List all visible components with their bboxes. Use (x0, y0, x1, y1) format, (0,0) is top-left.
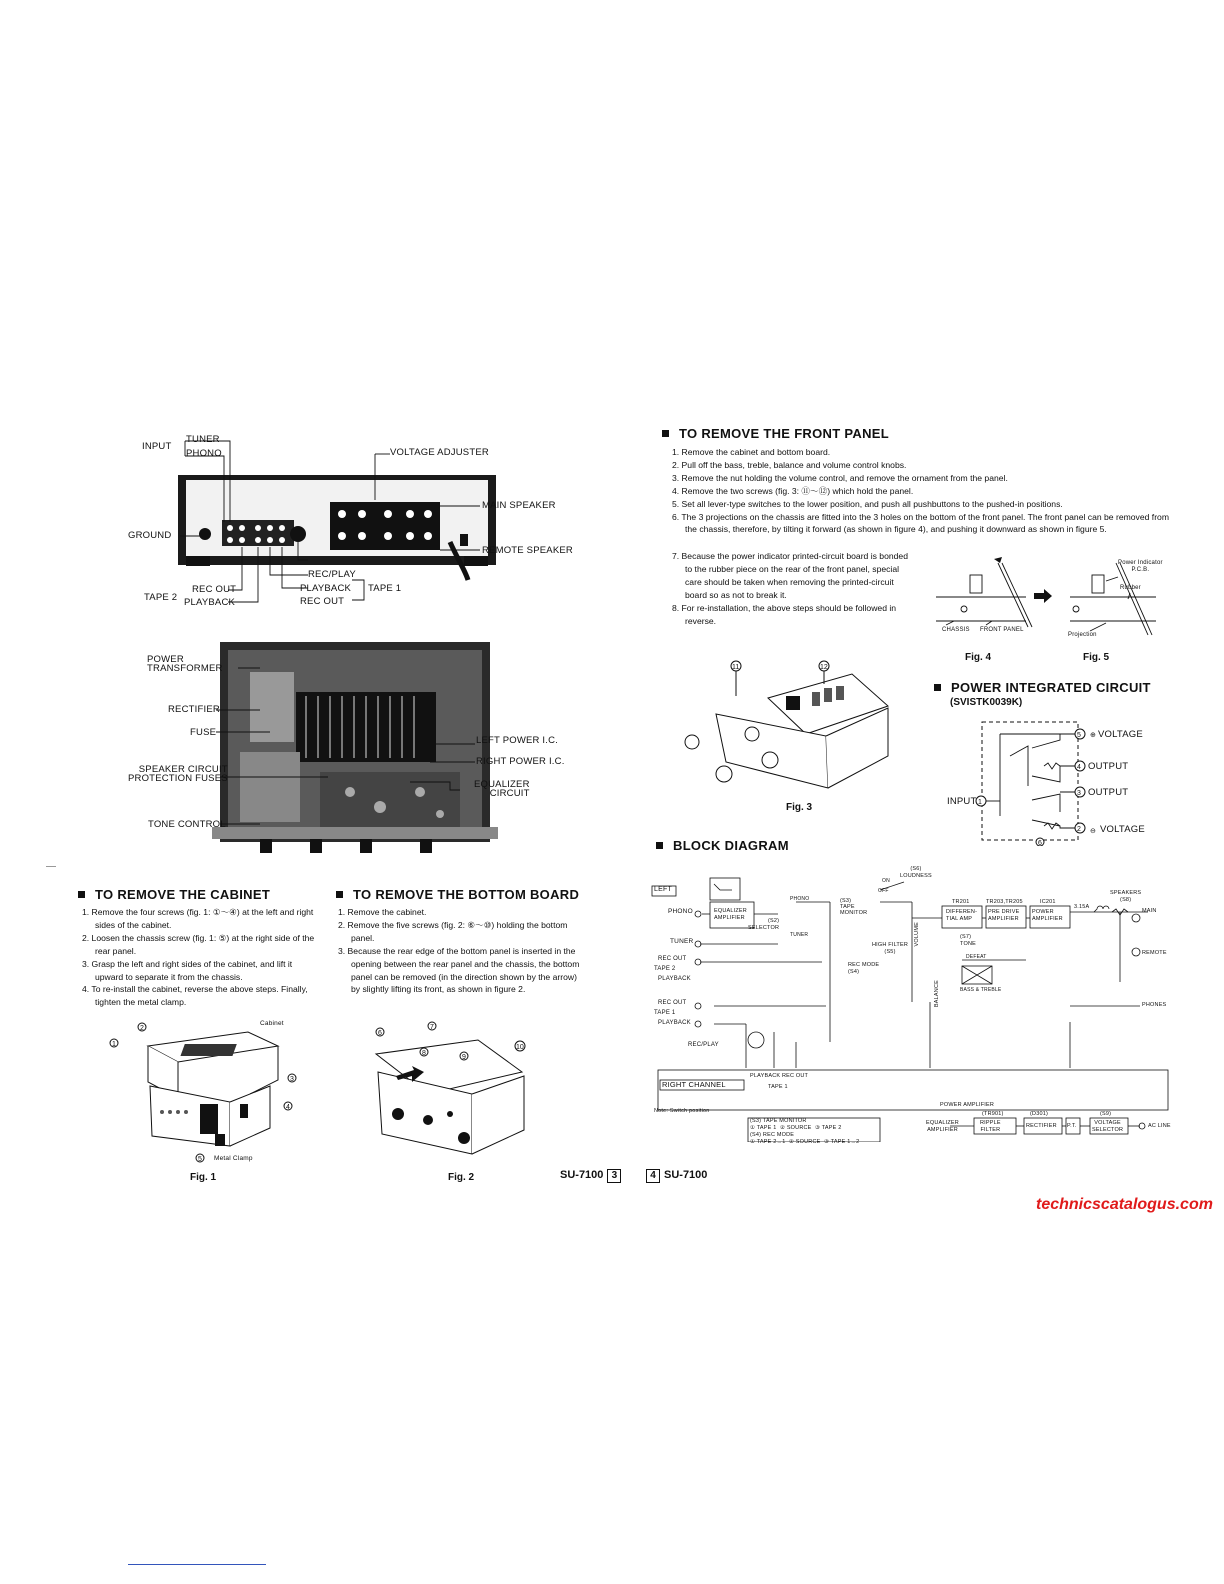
rear-input-label: INPUT (142, 441, 172, 452)
footer-model-left: SU-7100 (560, 1169, 604, 1181)
bd-tuner-switch-label: TUNER (790, 932, 809, 938)
block-diagram (650, 862, 1171, 1145)
bd-pa-label: POWER AMPLIFIER (940, 1102, 995, 1108)
svg-text:1: 1 (978, 799, 982, 806)
front-step: 1. Remove the cabinet and bottom board. (672, 447, 831, 457)
fig5-projection-label: Projection (1068, 632, 1097, 638)
front-step: 4. Remove the two screws (fig. 3: ⑪～⑫) which hold the panel. (672, 485, 914, 496)
cabinet-steps-list (82, 906, 320, 1009)
bd-d301-label: (D301) (1030, 1111, 1049, 1117)
cabinet-title-text: TO REMOVE THE CABINET (95, 887, 271, 902)
rear-tape1-label: TAPE 1 (368, 583, 402, 594)
bd-rec-out-label: REC OUT (658, 956, 687, 962)
cabinet-section-title (78, 887, 270, 902)
svg-text:2: 2 (1077, 826, 1081, 833)
fig1-cabinet-label: Cabinet (260, 1020, 284, 1027)
bd-phones-label: PHONES (1142, 1002, 1167, 1008)
pic-output1-label: OUTPUT (1088, 761, 1129, 772)
interior-left-power-ic-label: LEFT POWER I.C. (476, 735, 559, 746)
svg-text:2: 2 (140, 1025, 144, 1032)
bd-high-filter-label: HIGH FILTER (S5) (872, 942, 909, 955)
pic-plus-voltage-label: VOLTAGE (1098, 729, 1143, 740)
fig1-drawing (100, 1016, 320, 1166)
svg-text:6: 6 (1038, 840, 1042, 846)
pic-section-title (934, 680, 1151, 695)
svg-text:1: 1 (112, 1041, 116, 1048)
pic-input-label: INPUT (947, 796, 977, 807)
bullet-square-icon (656, 842, 663, 849)
bd-fuse-rating-label: 3.15A (1074, 904, 1090, 910)
front-steps-list (672, 446, 1172, 536)
interior-fuse-label: FUSE (190, 727, 217, 738)
svg-text:5: 5 (198, 1156, 202, 1163)
front-step: 6. The 3 projections on the chassis are fitted into the 3 holes on the bottom of the front panel. The front panel can be removed from the chassis, therefore, by tilting it forward (as shown in figure 4), and pushing it downward as shown in figure 5. (672, 511, 1169, 535)
bd-note-s3: (S3) TAPE MONITOR ① TAPE 1 ② SOURCE ③ TAPE 2 (750, 1118, 842, 1131)
footer-model-right: SU-7100 (664, 1169, 708, 1181)
bd-rec-play-label: REC/PLAY (688, 1042, 719, 1048)
bd-note-label: Note: Switch position (654, 1108, 710, 1114)
bd-volume-label: VOLUME (914, 922, 920, 947)
fig5-power-indicator-label: Power Indicator P.C.B. (1118, 560, 1163, 573)
svg-text:12: 12 (820, 664, 828, 671)
bd-main-label: MAIN (1142, 908, 1157, 914)
svg-text:7: 7 (430, 1024, 434, 1031)
pic-schematic (940, 716, 1190, 846)
bd-left-label: LEFT (654, 886, 672, 893)
bd-tape1-label: TAPE 1 (654, 1010, 676, 1016)
bottom-step: 3. Because the rear edge of the bottom panel is inserted in the opening between the rear panel and the chassis, the bottom panel can be removed (in the direction shown by the arrow) by slightly lifting its front, as shown in figure 2. (338, 945, 580, 995)
bd-tr901-label: (TR901) (982, 1111, 1004, 1117)
interior-figure (120, 632, 600, 862)
bd-balance-label: BALANCE (934, 980, 940, 1008)
bd-volt-sel-label: VOLTAGE SELECTOR (1092, 1120, 1124, 1133)
pic-schematic-drawing (940, 716, 1190, 846)
bd-tape1-small-label: TAPE 1 (768, 1084, 788, 1090)
bottom-title-text: TO REMOVE THE BOTTOM BOARD (353, 887, 580, 902)
rear-panel-figure (120, 430, 590, 615)
bd-phono-label: PHONO (668, 908, 693, 915)
cabinet-step: 4. To re-install the cabinet, reverse the above steps. Finally, tighten the metal clamp. (82, 984, 308, 1008)
bd-note-s4: (S4) REC MODE ① TAPE 2→1 ② SOURCE ③ TAPE 1→2 (750, 1132, 860, 1145)
bd-off-label: OFF (878, 888, 889, 894)
rear-tape2-rec-out-label: REC OUT (192, 584, 237, 595)
bd-eq-amp2-label: EQUALIZER AMPLIFIER (926, 1120, 959, 1133)
bd-tape-monitor-label: (S3) TAPE MONITOR (840, 898, 868, 916)
bd-playback-label: PLAYBACK (658, 976, 691, 982)
svg-text:8: 8 (422, 1050, 426, 1057)
block-title-text: BLOCK DIAGRAM (673, 838, 789, 853)
bd-rectifier-label: RECTIFIER (1026, 1123, 1057, 1129)
bd-rec-mode-label: REC MODE (S4) (848, 962, 880, 975)
rear-main-speaker-label: MAIN SPEAKER (482, 500, 556, 511)
rear-tape2-playback-label: PLAYBACK (184, 597, 236, 608)
bd-playback-2-label: PLAYBACK (658, 1020, 691, 1026)
bottom-blue-rule (128, 1564, 266, 1565)
svg-text:10: 10 (516, 1044, 524, 1051)
svg-text:4: 4 (286, 1104, 290, 1111)
footer-right (642, 1169, 707, 1183)
svg-text:3: 3 (1077, 790, 1081, 797)
bd-tape2-label: TAPE 2 (654, 966, 676, 972)
svg-text:9: 9 (462, 1054, 466, 1061)
svg-text:6: 6 (378, 1030, 382, 1037)
bd-pre-drive-label: PRE DRIVE AMPLIFIER (988, 909, 1020, 922)
bd-selector-label: (S2) SELECTOR (748, 918, 780, 931)
bullet-square-icon (662, 430, 669, 437)
fig2-bottom-board-illustration (368, 1014, 538, 1164)
pic-minus-voltage-label: VOLTAGE (1100, 824, 1145, 835)
fig1-metal-clamp-label: Metal Clamp (214, 1155, 253, 1162)
bd-loudness-label: (S6) LOUDNESS (900, 866, 932, 879)
fig2-caption: Fig. 2 (448, 1172, 475, 1183)
bd-pt-label: P.T. (1067, 1123, 1077, 1129)
page-number-left: 3 (607, 1169, 621, 1183)
front-step: 7. Because the power indicator printed-circuit board is bonded to the rubber piece on the rear of the front panel, special care should be taken when removing the printed-circuit board so as not to break it. (672, 551, 908, 600)
fig2-drawing (368, 1014, 538, 1164)
front-section-title (662, 426, 889, 441)
fig3-front-panel-illustration (676, 656, 896, 796)
bottom-step: 1. Remove the cabinet. (338, 907, 427, 917)
rear-tape1-playback-label: PLAYBACK (300, 583, 352, 594)
front-step: 5. Set all lever-type switches to the lower position, and push all pushbuttons to the pushed-in positions. (672, 498, 1063, 509)
bd-on-label: ON (882, 878, 890, 884)
bottom-steps-list (338, 906, 588, 996)
block-section-title (656, 838, 789, 853)
bd-bass-treble-label: BASS & TREBLE (960, 987, 1002, 993)
pic-output2-label: OUTPUT (1088, 787, 1129, 798)
bd-tone-label: (S7) TONE (960, 934, 976, 947)
bd-eq-amp-label: EQUALIZER AMPLIFIER (714, 908, 747, 921)
fig1-caption: Fig. 1 (190, 1172, 217, 1183)
block-diagram-drawing (650, 862, 1170, 1142)
fig1-cabinet-illustration (100, 1016, 320, 1166)
bottom-step: 2. Remove the five screws (fig. 2: ⑥～⑩) holding the bottom panel. (338, 919, 568, 943)
bullet-square-icon (78, 891, 85, 898)
front-step: 2. Pull off the bass, treble, balance and volume control knobs. (672, 459, 907, 470)
bottom-section-title (336, 887, 579, 902)
bd-speakers-label: SPEAKERS (S8) (1110, 890, 1142, 903)
fig5-caption: Fig. 5 (1083, 652, 1110, 663)
bd-defeat-label: DEFEAT (966, 954, 987, 960)
pic-part-number: (SVISTK0039K) (950, 697, 1023, 708)
bd-rec-out-2-label: REC OUT (658, 1000, 687, 1006)
fig4-fig5-drawing (930, 555, 1180, 650)
bd-right-channel-label: RIGHT CHANNEL (662, 1080, 726, 1089)
bd-pb-rec-out-label: PLAYBACK REC OUT (750, 1073, 809, 1079)
bd-power-amp-label: POWER AMPLIFIER (1032, 909, 1063, 922)
page-number-right: 4 (646, 1169, 660, 1183)
interior-rectifier-label: RECTIFIER (168, 704, 220, 715)
bd-tuner-label: TUNER (670, 938, 694, 945)
fig4-chassis-label: CHASSIS (942, 627, 970, 633)
bullet-square-icon (934, 684, 941, 691)
rear-tape2-label: TAPE 2 (144, 592, 178, 603)
rear-ground-label: GROUND (128, 530, 172, 541)
fig4-front-panel-label: FRONT PANEL (980, 627, 1024, 633)
bd-ac-line-label: AC LINE (1148, 1123, 1171, 1129)
bd-s9-label: (S9) (1100, 1111, 1112, 1117)
rear-remote-speaker-label: REMOTE SPEAKER (482, 545, 573, 556)
fig5-rubber-label: Rubber (1120, 585, 1141, 591)
rear-phono-label: PHONO (186, 448, 222, 459)
left-margin-tick (46, 866, 56, 867)
bd-ripple-label: RIPPLE FILTER (980, 1120, 1001, 1133)
rear-voltage-adjuster-label: VOLTAGE ADJUSTER (390, 447, 489, 458)
front-step: 8. For re-installation, the above steps should be followed in reverse. (672, 602, 897, 626)
bd-diff-amp-label: DIFFEREN- TIAL AMP (946, 909, 978, 922)
fig3-drawing (676, 656, 896, 796)
bd-phono-switch-label: PHONO (790, 896, 810, 902)
interior-equalizer-label: EQUALIZER CIRCUIT (474, 779, 530, 799)
interior-right-power-ic-label: RIGHT POWER I.C. (476, 756, 565, 767)
interior-tone-control-label: TONE CONTROL (148, 819, 226, 830)
cabinet-step: 3. Grasp the left and right sides of the cabinet, and lift it upward to separate it from the chassis. (82, 958, 293, 982)
bullet-square-icon (336, 891, 343, 898)
svg-text:⊖: ⊖ (1090, 828, 1096, 835)
fig3-caption: Fig. 3 (786, 802, 813, 813)
svg-text:4: 4 (1077, 764, 1081, 771)
bd-tr203-label: TR203,TR205 (986, 899, 1023, 905)
rear-tuner-label: TUNER (186, 434, 220, 445)
rear-rec-play-label: REC/PLAY (308, 569, 356, 580)
bd-tr201-label: TR201 (952, 899, 970, 905)
fig4-caption: Fig. 4 (965, 652, 992, 663)
svg-text:3: 3 (290, 1076, 294, 1083)
interior-power-transformer-label: POWER TRANSFORMER (147, 654, 223, 674)
front-steps-list-2 (672, 550, 912, 627)
interior-speaker-fuses-label: SPEAKER CIRCUIT PROTECTION FUSES (128, 764, 228, 784)
footer-left (560, 1169, 625, 1183)
cabinet-step: 1. Remove the four screws (fig. 1: ①～④) at the left and right sides of the cabinet. (82, 907, 314, 930)
pic-title-text: POWER INTEGRATED CIRCUIT (951, 680, 1151, 695)
svg-text:5: 5 (1077, 732, 1081, 739)
front-title-text: TO REMOVE THE FRONT PANEL (679, 426, 889, 441)
bd-ic201-label: IC201 (1040, 899, 1056, 905)
bd-remote-label: REMOTE (1142, 950, 1167, 956)
front-step: 3. Remove the nut holding the volume control, and remove the ornament from the panel. (672, 472, 1008, 483)
brand-watermark: technicscatalogus.com (1036, 1196, 1213, 1213)
rear-tape1-rec-out-label: REC OUT (300, 596, 345, 607)
svg-text:11: 11 (732, 664, 740, 671)
svg-text:⊕: ⊕ (1090, 732, 1096, 739)
cabinet-step: 2. Loosen the chassis screw (fig. 1: ⑤) at the right side of the rear panel. (82, 932, 315, 956)
